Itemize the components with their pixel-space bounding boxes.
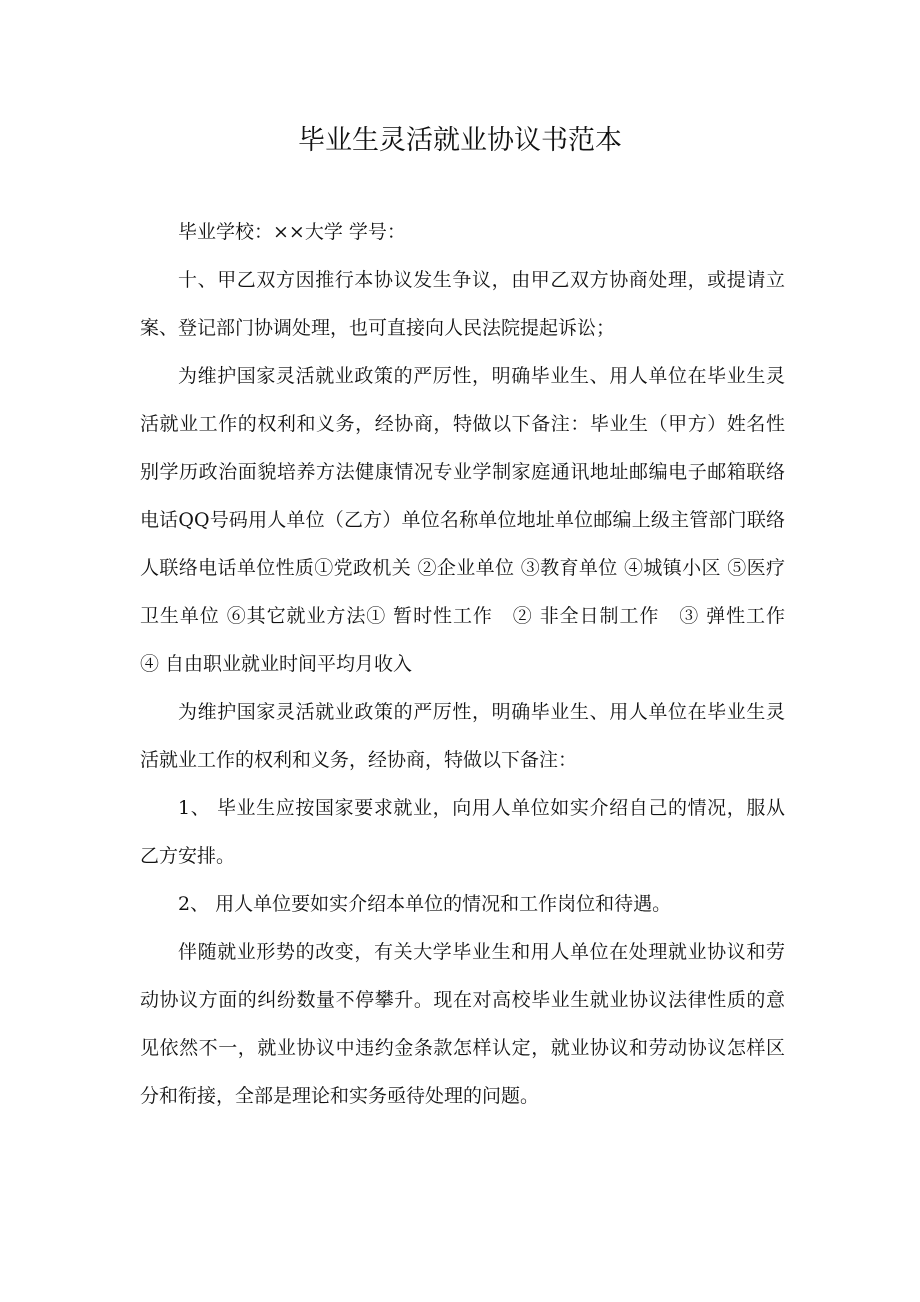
document-title: 毕业生灵活就业协议书范本: [298, 125, 622, 156]
paragraph-background: 伴随就业形势的改变，有关大学毕业生和用人单位在处理就业协议和劳动协议方面的纠纷数量不停攀升。现在对高校毕业生就业协议法律性质的意见依然不一，就业协议中违约金条款怎样认定，就业协议和劳动协议怎样区分和衔接，全部是理论和实务亟待处理的问题。: [140, 941, 785, 1107]
paragraph-form-fields: 为维护国家灵活就业政策的严厉性，明确毕业生、用人单位在毕业生灵活就业工作的权利和义务，经协商，特做以下备注：毕业生（甲方）姓名性别学历政治面貌培养方法健康情况专业学制家庭通讯地址邮编电子邮箱联络电话QQ号码用人单位（乙方）单位名称单位地址单位邮编上级主管部门联络人联络电话单位性质①党政机关 ②企业单位 ③教育单位 ④城镇小区 ⑤医疗卫生单位 ⑥其它就业方法① 暂时性工作 ② 非全日制工作 ③ 弹性工作 ④ 自由职业就业时间平均月收入: [140, 365, 805, 675]
paragraph-item-1: 1、 毕业生应按国家要求就业，向用人单位如实介绍自己的情况，服从乙方安排。: [140, 797, 785, 867]
paragraph-purpose: 为维护国家灵活就业政策的严厉性，明确毕业生、用人单位在毕业生灵活就业工作的权利和义务，经协商，特做以下备注：: [140, 701, 785, 771]
paragraph-item-2: 2、 用人单位要如实介绍本单位的情况和工作岗位和待遇。: [178, 893, 672, 915]
paragraph-school-info: 毕业学校：××大学 学号：: [178, 221, 406, 243]
document-body: [140, 208, 805, 1120]
paragraph-dispute-clause: 十、甲乙双方因推行本协议发生争议，由甲乙双方协商处理，或提请立案、登记部门协调处理，也可直接向人民法院提起诉讼；: [140, 269, 785, 339]
